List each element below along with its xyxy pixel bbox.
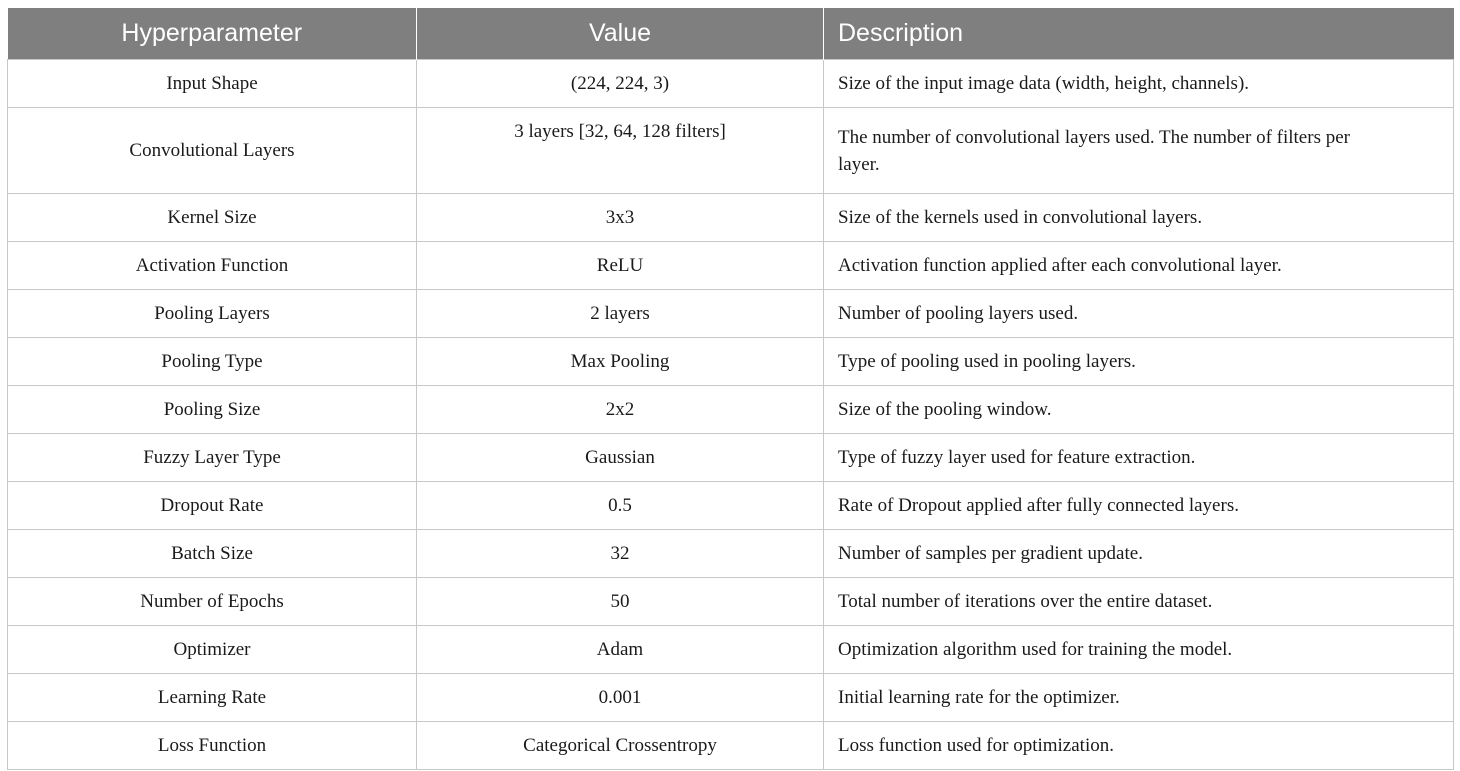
cell-value: 0.5: [417, 482, 824, 530]
cell-description: Total number of iterations over the entire dataset.: [824, 578, 1454, 626]
table-header: [8, 8, 1454, 60]
cell-value: 0.001: [417, 674, 824, 722]
cell-value: 2 layers: [417, 290, 824, 338]
cell-value: 32: [417, 530, 824, 578]
cell-hyperparameter: Pooling Layers: [8, 290, 417, 338]
table-row: [8, 108, 1454, 194]
cell-hyperparameter: Pooling Type: [8, 338, 417, 386]
cell-description: Activation function applied after each convolutional layer.: [824, 242, 1454, 290]
cell-description: Number of samples per gradient update.: [824, 530, 1454, 578]
header-description: Description: [824, 8, 1454, 60]
table-row: [8, 60, 1454, 108]
header-hyperparameter: Hyperparameter: [8, 8, 417, 60]
cell-description: Type of pooling used in pooling layers.: [824, 338, 1454, 386]
cell-hyperparameter: Learning Rate: [8, 674, 417, 722]
cell-value: 3x3: [417, 194, 824, 242]
table-row: [8, 578, 1454, 626]
table-row: [8, 434, 1454, 482]
cell-value: ReLU: [417, 242, 824, 290]
table-row: [8, 242, 1454, 290]
cell-value: (224, 224, 3): [417, 60, 824, 108]
cell-hyperparameter: Pooling Size: [8, 386, 417, 434]
table-row: [8, 722, 1454, 770]
cell-value: Gaussian: [417, 434, 824, 482]
header-value: Value: [417, 8, 824, 60]
cell-value: 3 layers [32, 64, 128 filters]: [417, 108, 824, 194]
table-row: [8, 194, 1454, 242]
header-row: [8, 8, 1454, 60]
cell-value: 2x2: [417, 386, 824, 434]
cell-description: Initial learning rate for the optimizer.: [824, 674, 1454, 722]
cell-hyperparameter: Fuzzy Layer Type: [8, 434, 417, 482]
cell-description: Size of the pooling window.: [824, 386, 1454, 434]
table-row: [8, 482, 1454, 530]
table-body: [8, 60, 1454, 770]
table-row: [8, 338, 1454, 386]
table-row: [8, 290, 1454, 338]
cell-description: Type of fuzzy layer used for feature extraction.: [824, 434, 1454, 482]
cell-hyperparameter: Input Shape: [8, 60, 417, 108]
table-row: [8, 386, 1454, 434]
cell-description: Rate of Dropout applied after fully connected layers.: [824, 482, 1454, 530]
cell-hyperparameter: Activation Function: [8, 242, 417, 290]
cell-description: Size of the input image data (width, height, channels).: [824, 60, 1454, 108]
cell-value: Adam: [417, 626, 824, 674]
cell-hyperparameter: Loss Function: [8, 722, 417, 770]
hyperparameter-table-container: [7, 8, 1453, 770]
cell-value: Max Pooling: [417, 338, 824, 386]
cell-description: The number of convolutional layers used. The number of filters per layer.: [824, 108, 1454, 194]
cell-hyperparameter: Number of Epochs: [8, 578, 417, 626]
hyperparameter-table: [7, 8, 1454, 770]
table-row: [8, 674, 1454, 722]
cell-hyperparameter: Kernel Size: [8, 194, 417, 242]
cell-value: Categorical Crossentropy: [417, 722, 824, 770]
cell-hyperparameter: Dropout Rate: [8, 482, 417, 530]
cell-value: 50: [417, 578, 824, 626]
cell-hyperparameter: Convolutional Layers: [8, 108, 417, 194]
table-row: [8, 530, 1454, 578]
cell-hyperparameter: Batch Size: [8, 530, 417, 578]
cell-description: Loss function used for optimization.: [824, 722, 1454, 770]
cell-hyperparameter: Optimizer: [8, 626, 417, 674]
cell-description: Number of pooling layers used.: [824, 290, 1454, 338]
table-row: [8, 626, 1454, 674]
cell-description: Size of the kernels used in convolutional layers.: [824, 194, 1454, 242]
cell-description: Optimization algorithm used for training the model.: [824, 626, 1454, 674]
